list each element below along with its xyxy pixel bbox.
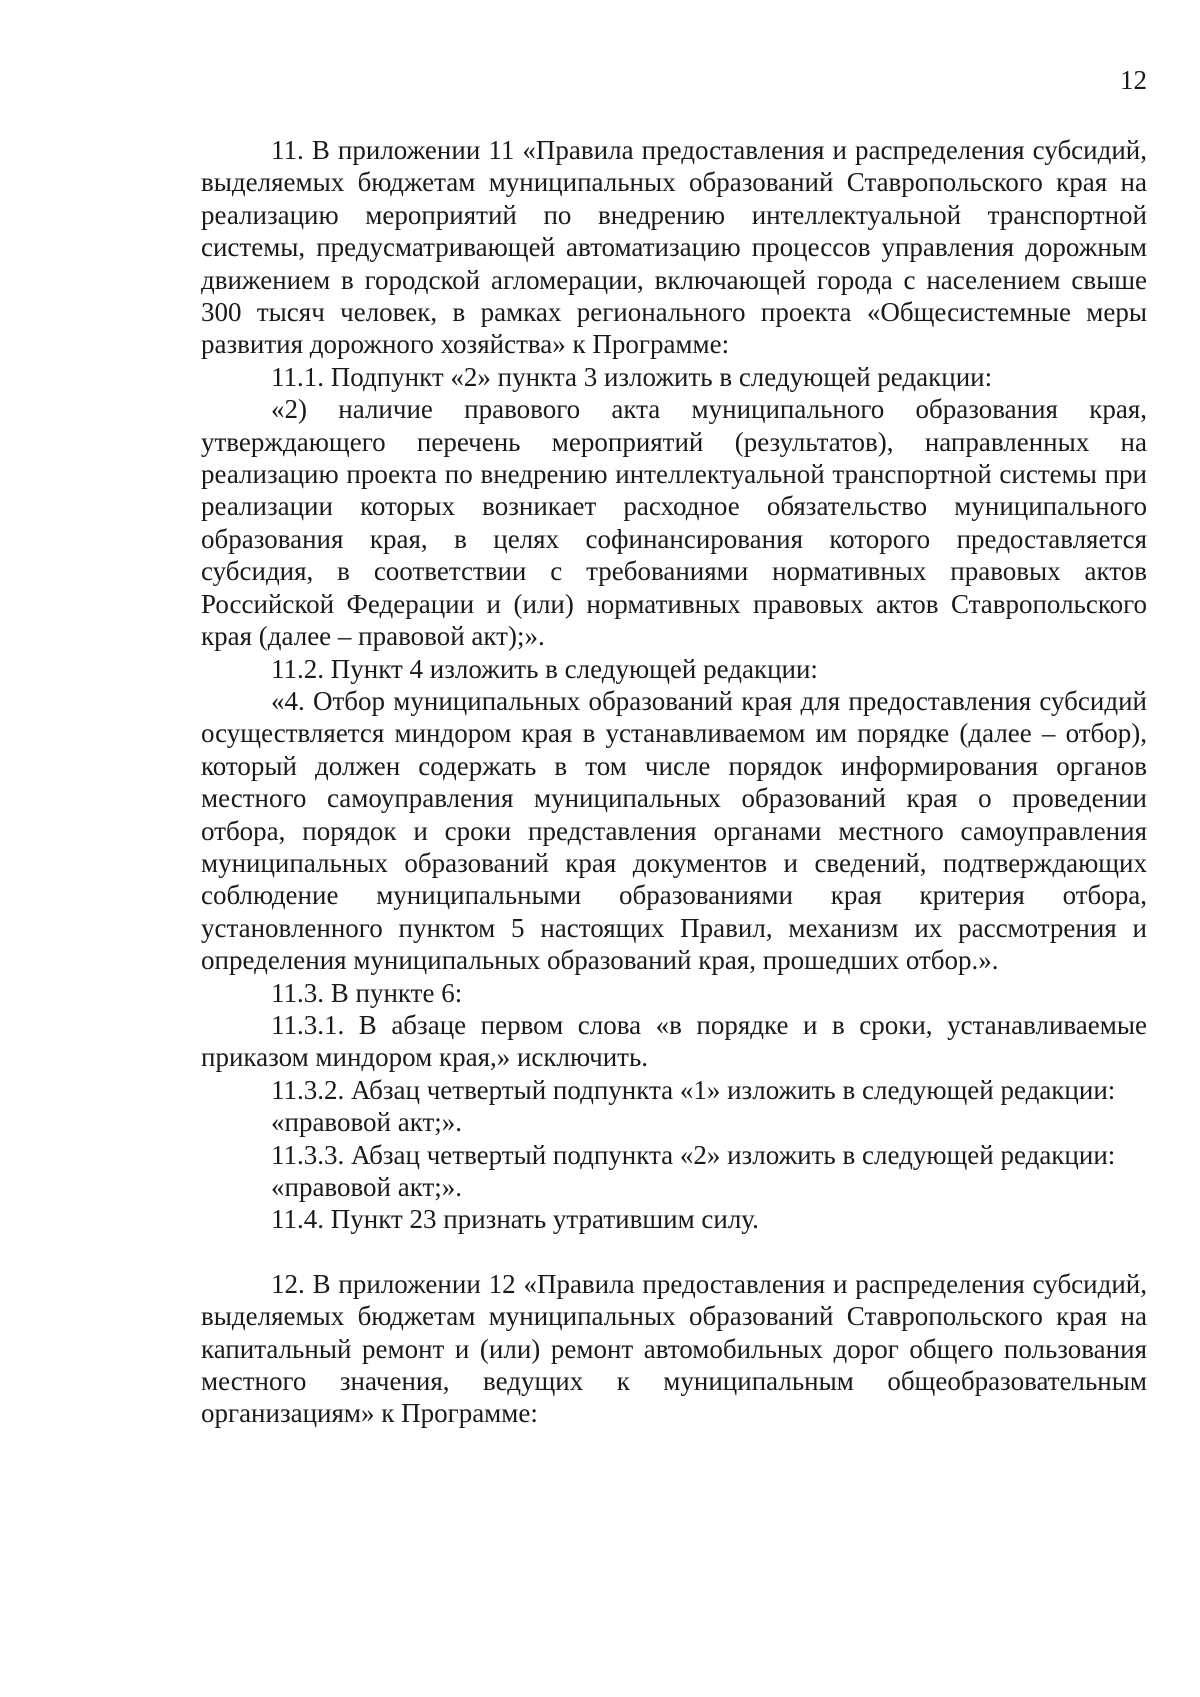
paragraph-11-4: 11.4. Пункт 23 признать утратившим силу. — [271, 1204, 759, 1235]
paragraph-11-3: 11.3. В пункте 6: — [271, 977, 463, 1008]
paragraph-11-3-1: 11.3.1. В абзаце первом слова «в порядке и в сроки, устанавливаемые приказом миндором края,» исключить. — [201, 1009, 1147, 1073]
paragraph-11: 11. В приложении 11 «Правила предоставления и распределения субсидий, выделяемых бюджетам муниципальных образований Ставропольского края на реализацию мероприятий по внедрению интеллектуальной транспортной системы, предусматривающей автоматизацию процессов управления дорожным движением в городской агломерации, включающей города с населением свыше 300 тысяч человек, в рамках регионального проекта «Общесистемные меры развития дорожного хозяйства» к Программе: — [201, 135, 1147, 360]
paragraph-11-3-2-text: «правовой акт;». — [271, 1107, 463, 1138]
page-number: 12 — [1120, 65, 1147, 95]
document-body — [201, 134, 1147, 1430]
paragraph-11-1-text: «2) наличие правового акта муниципального образования края, утверждающего перечень мероприятий (результатов), направленных на реализацию проекта по внедрению интеллектуальной транспортной системы при реализации которых возникает расходное обязательство муниципального образования края, в целях софинансирования которого предоставляется субсидия, в соответствии с требованиями нормативных правовых актов Российской Федерации и (или) нормативных правовых актов Ставропольского края (далее – правовой акт);». — [201, 394, 1147, 652]
paragraph-11-2-text: «4. Отбор муниципальных образований края для предоставления субсидий осуществляется миндором края в устанавливаемом им порядке (далее – отбор), который должен содержать в том числе порядок информирования органов местного самоуправления муниципальных образований края о проведении отбора, порядок и сроки представления органами местного самоуправления муниципальных образований края документов и сведений, подтверждающих соблюдение муниципальными образованиями края критерия отбора, установленного пунктом 5 настоящих Правил, механизм их рассмотрения и определения муниципальных образований края, прошедших отбор.». — [201, 685, 1147, 976]
paragraph-11-3-2: 11.3.2. Абзац четвертый подпункта «1» изложить в следующей редакции: — [271, 1074, 1116, 1105]
paragraph-11-3-3-text: «правовой акт;». — [271, 1172, 463, 1202]
paragraph-11-3-3: 11.3.3. Абзац четвертый подпункта «2» изложить в следующей редакции: — [271, 1139, 1116, 1170]
paragraph-12: 12. В приложении 12 «Правила предоставления и распределения субсидий, выделяемых бюджетам муниципальных образований Ставропольского края на капитальный ремонт и (или) ремонт автомобильных дорог общего пользования местного значения, ведущих к муниципальным общеобразовательным организациям» к Программе: — [201, 1268, 1147, 1429]
paragraph-11-1: 11.1. Подпункт «2» пункта 3 изложить в следующей редакции: — [271, 361, 993, 392]
paragraph-11-2: 11.2. Пункт 4 изложить в следующей редакции: — [271, 653, 818, 684]
